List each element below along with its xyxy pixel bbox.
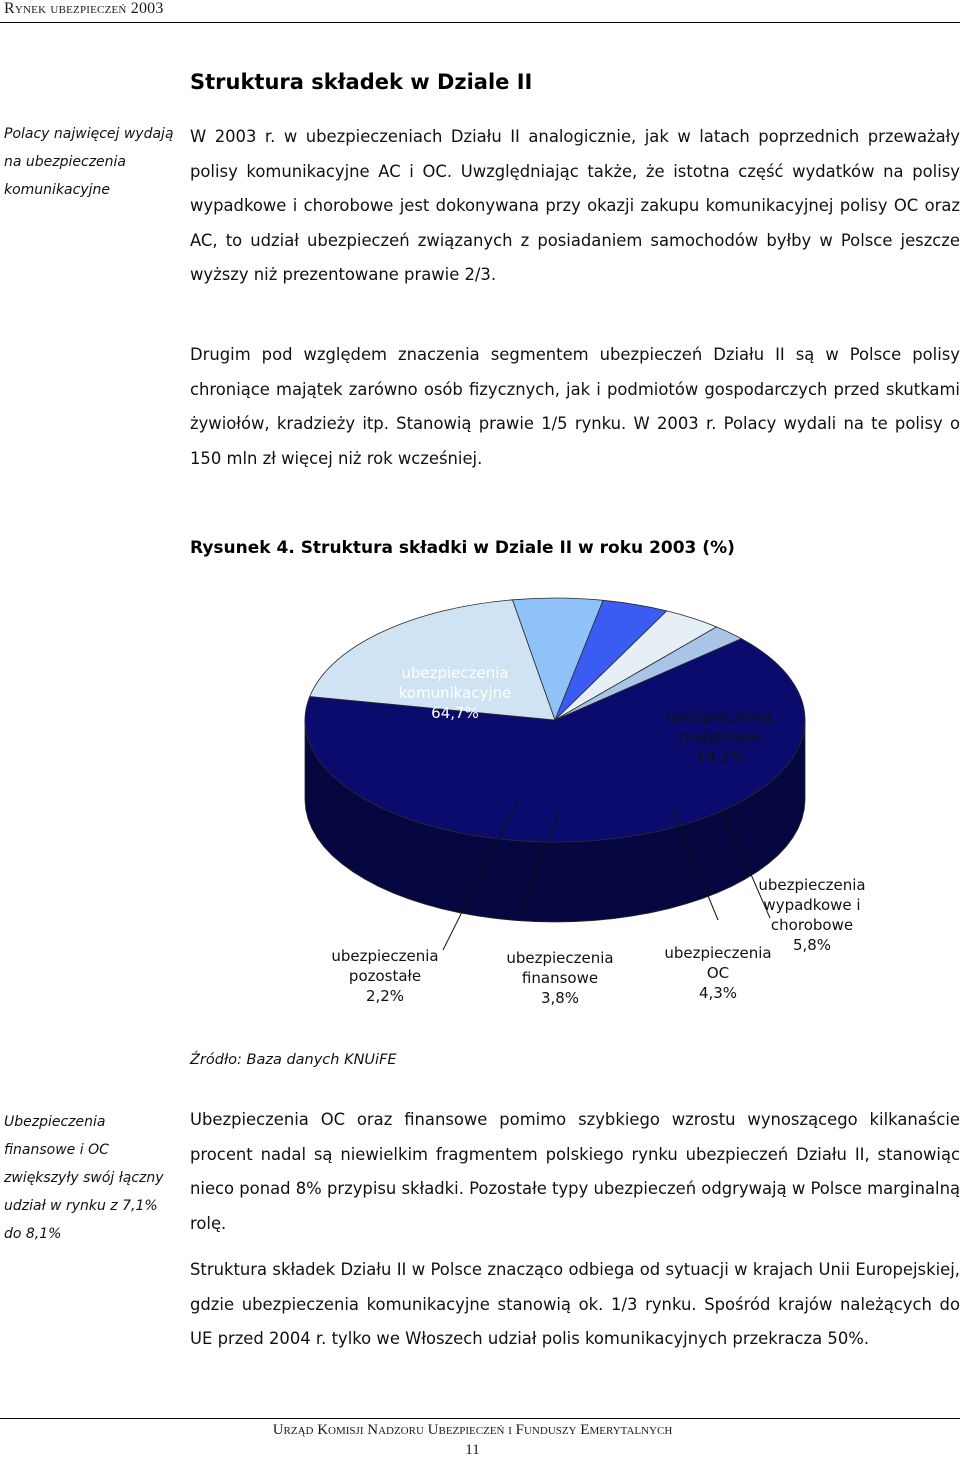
- slice-label-komunikacyjne: ubezpieczenia komunikacyjne 64,7%: [398, 664, 512, 722]
- footer-rule: [0, 1418, 960, 1419]
- footer-institution: Urząd Komisji Nadzoru Ubezpieczeń i Funduszy Emerytalnych: [272, 1422, 673, 1438]
- running-header: Rynek ubezpieczeń 2003: [4, 0, 164, 17]
- pie-chart-svg: [0, 560, 960, 1050]
- figure-source: Źródło: Baza danych KNUiFE: [190, 1052, 397, 1068]
- section-title: Struktura składek w Dziale II: [190, 70, 533, 94]
- body-paragraph: Ubezpieczenia OC oraz finansowe pomimo szybkiego wzrostu wynoszącego kilkanaście procent nadal są niewielkim fragmentem polskiego rynku ubezpieczeń Działu II, stanowiąc nieco ponad 8% przypisu składki. Pozostałe typy ubezpieczeń odgrywają w Polsce marginalną rolę.: [190, 1110, 960, 1233]
- margin-note: Polacy najwięcej wydają na ubezpieczenia komunikacyjne: [4, 126, 174, 198]
- header-rule: [0, 22, 960, 23]
- body-paragraph: W 2003 r. w ubezpieczeniach Działu II analogicznie, jak w latach poprzednich przeważały polisy komunikacyjne AC i OC. Uwzględniając także, że istotna część wydatków na polisy wypadkowe i chorobowe jest dokonywana przy okazji zakupu komunikacyjnej polisy OC oraz AC, to udział ubezpieczeń związanych z posiadaniem samochodów byłby w Polsce jeszcze wyższy niż prezentowane prawie 2/3.: [190, 127, 960, 285]
- pie-chart: [0, 560, 960, 1050]
- margin-note: Ubezpieczenia finansowe i OC zwiększyły swój łączny udział w rynku z 7,1% do 8,1%: [4, 1114, 164, 1242]
- slice-label-majatkowe: ubezpieczenia majątkowe 19,2%: [666, 708, 774, 766]
- slice-label-wypadkowe-chorobowe: ubezpieczenia wypadkowe i chorobowe 5,8%: [758, 876, 866, 954]
- slice-label-finansowe: ubezpieczenia finansowe 3,8%: [506, 949, 614, 1007]
- figure-caption: Rysunek 4. Struktura składki w Dziale II w roku 2003 (%): [190, 538, 735, 558]
- page-number: 11: [465, 1442, 480, 1458]
- slice-label-pozostale: ubezpieczenia pozostałe 2,2%: [331, 947, 439, 1005]
- slice-label-oc: ubezpieczenia OC 4,3%: [664, 944, 772, 1002]
- body-paragraph: Drugim pod względem znaczenia segmentem ubezpieczeń Działu II są w Polsce polisy chroniące majątek zarówno osób fizycznych, jak i podmiotów gospodarczych przed skutkami żywiołów, kradzieży itp. Stanowią prawie 1/5 rynku. W 2003 r. Polacy wydali na te polisy o 150 mln zł więcej niż rok wcześniej.: [190, 345, 960, 468]
- body-paragraph: Struktura składek Działu II w Polsce znacząco odbiega od sytuacji w krajach Unii Europejskiej, gdzie ubezpieczenia komunikacyjne stanowią ok. 1/3 rynku. Spośród krajów należących do UE przed 2004 r. tylko we Włoszech udział polis komunikacyjnych przekracza 50%.: [190, 1260, 960, 1349]
